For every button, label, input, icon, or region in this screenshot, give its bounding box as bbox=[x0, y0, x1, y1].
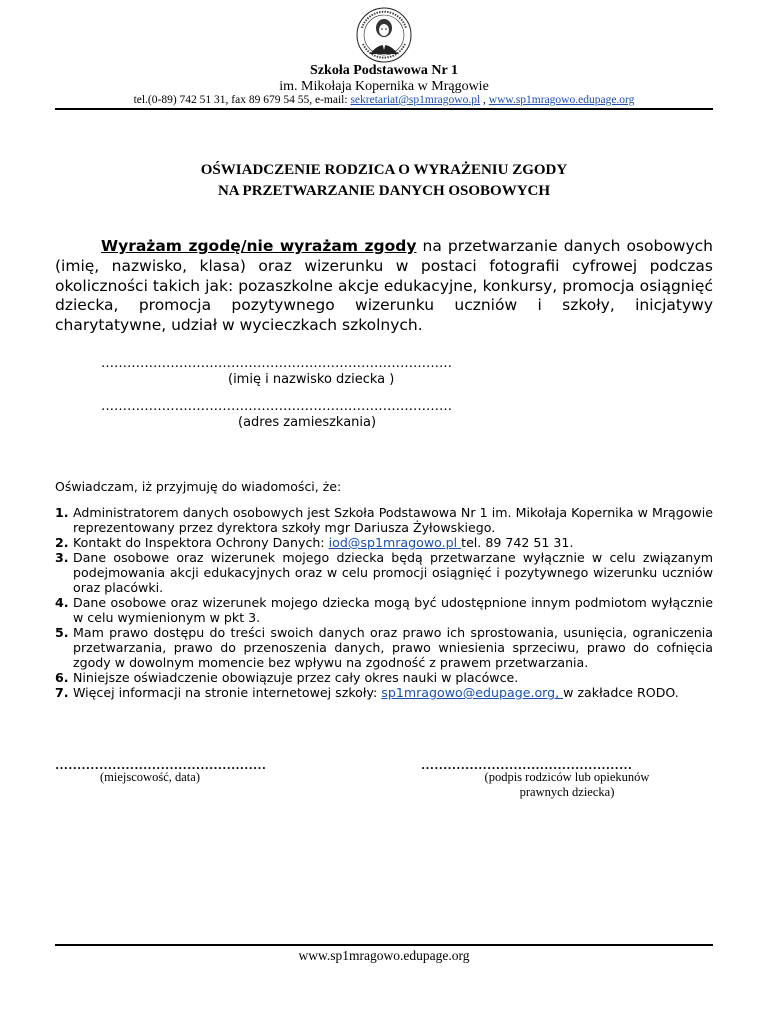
school-patron: im. Mikołaja Kopernika w Mrągowie bbox=[279, 79, 489, 94]
website-link[interactable]: www.sp1mragowo.edupage.org bbox=[488, 94, 635, 106]
contact-separator: , bbox=[480, 94, 489, 106]
document-title-line-1: OŚWIADCZENIE RODZICA O WYRAŻENIU ZGODY bbox=[200, 162, 568, 178]
consent-paragraph bbox=[55, 237, 713, 336]
header-divider bbox=[55, 108, 713, 110]
consent-body: na przetwarzanie danych osobowych (imię, nazwisko, klasa) oraz wizerunku w postaci fotografii cyfrowej podczas okoliczności takich jak: pozaszkolne akcje edukacyjne, konkursy, promocja osiągnięć dziecka, promocja pozytywnego wizerunku uczniów i szkoły, inicjatywy charytatywne, udział w wycieczkach szkolnych. bbox=[55, 237, 713, 335]
declaration-intro: Oświadczam, iż przyjmuję do wiadomości, że: bbox=[55, 479, 342, 494]
parents-signature-field[interactable]: ………………………………………… bbox=[421, 757, 633, 772]
list-item: 6. Niniejsze oświadczenie obowiązuje przez cały okres nauki w placówce. bbox=[55, 670, 519, 685]
list-item: 2. Kontakt do Inspektora Ochrony Danych: iod@sp1mragowo.pl tel. 89 742 51 31. bbox=[55, 535, 574, 550]
contact-line bbox=[0, 94, 768, 106]
child-name-caption: (imię i nazwisko dziecka ) bbox=[228, 372, 395, 387]
declaration-list bbox=[55, 505, 713, 700]
consent-choice: Wyrażam zgodę/nie wyrażam zgody bbox=[101, 237, 417, 255]
list-item: 4. Dane osobowe oraz wizerunek mojego dziecka mogą być udostępnione innym podmiotom wyłącznie w celu wymienionym w pkt 3. bbox=[55, 595, 713, 625]
email-link[interactable]: sekretariat@sp1mragowo.pl bbox=[350, 94, 481, 106]
parents-signature-caption: (podpis rodziców lub opiekunów prawnych dziecka) bbox=[484, 770, 650, 799]
place-date-field[interactable]: ………………………………………… bbox=[55, 757, 267, 772]
address-field[interactable]: ……………………………………………………………………… bbox=[101, 399, 452, 414]
list-item: 7. Więcej informacji na stronie internetowej szkoły: sp1mragowo@edupage.org, w zakładce RODO. bbox=[55, 685, 679, 700]
list-item: 3. Dane osobowe oraz wizerunek mojego dziecka będą przetwarzane wyłącznie w celu związanym podejmowania akcji edukacyjnych oraz w celu promocji osiągnięć i pozytywnego wizerunku uczniów oraz placówki. bbox=[55, 550, 713, 595]
footer-website: www.sp1mragowo.edupage.org bbox=[298, 948, 470, 963]
school-logo-seal bbox=[353, 6, 415, 64]
place-date-caption: (miejscowość, data) bbox=[100, 770, 200, 784]
school-name: Szkoła Podstawowa Nr 1 bbox=[310, 63, 458, 78]
edupage-link[interactable]: sp1mragowo@edupage.org, bbox=[381, 685, 564, 700]
contact-text: tel.(0-89) 742 51 31, fax 89 679 54 55, e-mail: bbox=[133, 94, 351, 106]
iod-email-link[interactable]: iod@sp1mragowo.pl bbox=[328, 535, 462, 550]
child-name-field[interactable]: ……………………………………………………………………… bbox=[101, 356, 452, 371]
document-title-line-2: NA PRZETWARZANIE DANYCH OSOBOWYCH bbox=[217, 183, 551, 199]
list-item: 1. Administratorem danych osobowych jest Szkoła Podstawowa Nr 1 im. Mikołaja Kopernika w Mrągowie reprezentowany przez dyrektora szkoły mgr Dariusza Żyłowskiego. bbox=[55, 505, 713, 535]
footer-divider bbox=[55, 944, 713, 946]
address-caption: (adres zamieszkania) bbox=[238, 415, 377, 430]
list-item: 5. Mam prawo dostępu do treści swoich danych oraz prawo ich sprostowania, usunięcia, ograniczenia przetwarzania, prawo do przenoszenia danych, prawo wniesienia sprzeciwu, prawo do cofnięcia zgody w dowolnym momencie bez wpływu na zgodność z prawem przetwarzania. bbox=[55, 625, 713, 670]
